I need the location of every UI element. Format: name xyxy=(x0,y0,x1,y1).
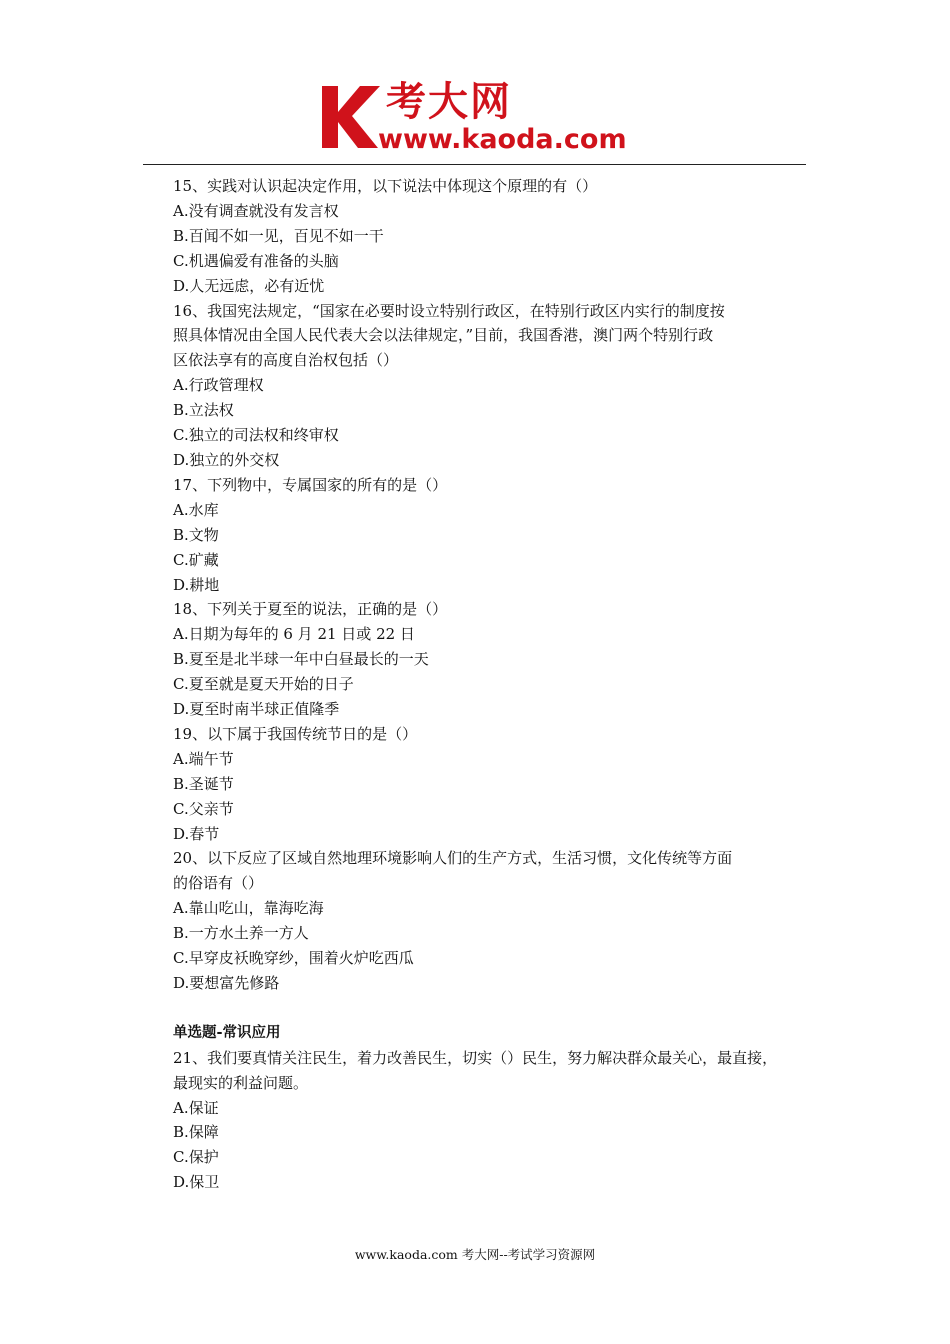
logo-brand-name: 考大网 xyxy=(386,79,512,125)
section-title: 单选题-常识应用 xyxy=(173,1024,281,1041)
question-stem: 区依法享有的高度自治权包括（） xyxy=(173,351,399,370)
question-option: C.保护 xyxy=(173,1148,219,1167)
question-option: B.立法权 xyxy=(173,401,234,420)
question-stem: 20、以下反应了区域自然地理环境影响人们的生产方式，生活习惯，文化传统等方面 xyxy=(173,849,733,868)
question-stem: 16、我国宪法规定，“国家在必要时设立特别行政区，在特别行政区内实行的制度按 xyxy=(173,301,725,320)
question-option: B.圣诞节 xyxy=(173,774,234,793)
question-option: D.独立的外交权 xyxy=(173,450,280,469)
logo-brand-url: www.kaoda.com xyxy=(378,124,627,155)
question-option: B.保障 xyxy=(173,1123,219,1142)
question-option: B.文物 xyxy=(173,525,219,544)
question-stem: 最现实的利益问题。 xyxy=(173,1073,309,1092)
question-option: D.春节 xyxy=(173,824,220,843)
question-option: C.父亲节 xyxy=(173,799,234,818)
question-option: A.端午节 xyxy=(173,749,234,768)
question-option: A.没有调查就没有发言权 xyxy=(173,201,339,220)
question-option: A.保证 xyxy=(173,1098,219,1117)
question-stem: 19、以下属于我国传统节日的是（） xyxy=(173,724,418,743)
document-body xyxy=(173,174,795,1195)
logo-k-icon xyxy=(318,82,384,152)
question-option: D.保卫 xyxy=(173,1173,220,1192)
question-option: C.早穿皮袄晚穿纱，围着火炉吃西瓜 xyxy=(173,949,414,968)
section-spacer xyxy=(173,996,795,1021)
question-option: B.夏至是北半球一年中白昼最长的一天 xyxy=(173,650,429,669)
question-option: D.夏至时南半球正值隆季 xyxy=(173,700,340,719)
question-option: D.要想富先修路 xyxy=(173,974,280,992)
question-option: A.日期为每年的 6 月 21 日或 22 日 xyxy=(173,625,415,644)
question-option: D.人无远虑，必有近忧 xyxy=(173,276,325,295)
question-option: C.机遇偏爱有准备的头脑 xyxy=(173,251,339,270)
question-option: C.夏至就是夏天开始的日子 xyxy=(173,675,354,694)
question-stem: 21、我们要真情关注民生，着力改善民生，切实（）民生，努力解决群众最关心，最直接， xyxy=(173,1048,778,1067)
question-option: C.矿藏 xyxy=(173,550,219,569)
question-stem: 的俗语有（） xyxy=(173,874,264,893)
question-stem: 照具体情况由全国人民代表大会以法律规定，”目前，我国香港，澳门两个特别行政 xyxy=(173,326,714,345)
question-option: C.独立的司法权和终审权 xyxy=(173,426,339,445)
question-stem: 18、下列关于夏至的说法，正确的是（） xyxy=(173,600,448,619)
site-logo xyxy=(318,80,638,158)
header-divider xyxy=(143,164,806,165)
question-option: A.行政管理权 xyxy=(173,376,264,395)
question-option: B.百闻不如一见，百见不如一干 xyxy=(173,226,384,245)
question-option: D.耕地 xyxy=(173,575,220,594)
question-stem: 15、实践对认识起决定作用，以下说法中体现这个原理的有（） xyxy=(173,177,598,195)
question-option: A.水库 xyxy=(173,500,219,519)
question-stem: 17、下列物中，专属国家的所有的是（） xyxy=(173,475,448,494)
page-footer: www.kaoda.com 考大网--考试学习资源网 xyxy=(354,1247,596,1262)
question-option: B.一方水土养一方人 xyxy=(173,924,309,943)
question-option: A.靠山吃山，靠海吃海 xyxy=(173,899,324,918)
